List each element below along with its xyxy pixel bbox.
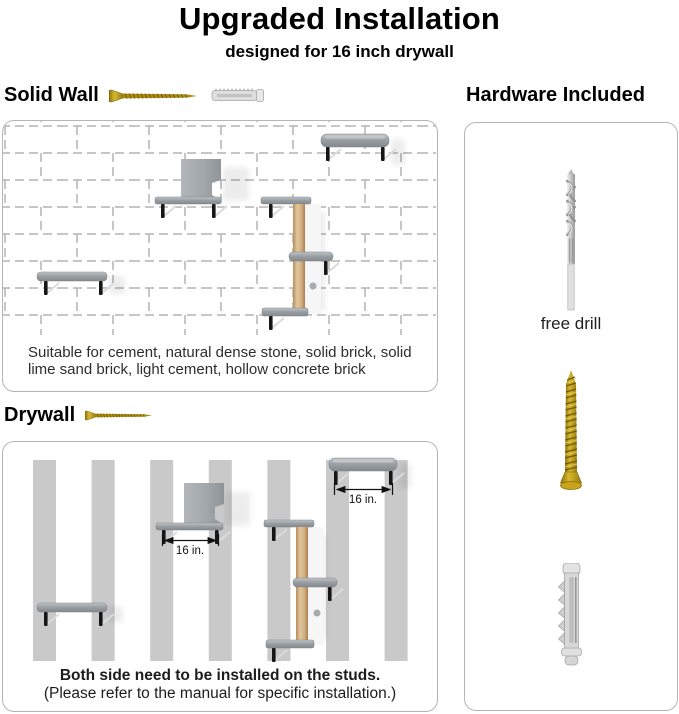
hardware-heading: Hardware Included [466,84,645,106]
page-subtitle: designed for 16 inch drywall [225,42,454,61]
solid-wall-note-line1: Suitable for cement, natural dense stone, solid brick, solid [28,344,412,361]
solid-wall-note-line2: lime sand brick, light cement, hollow concrete brick [28,361,366,378]
hardware-panel [464,122,678,711]
solid-wall-heading: Solid Wall [4,84,99,106]
wall-anchor-icon [557,563,585,667]
wall-anchor-icon [211,87,265,104]
hardware-header [466,84,645,107]
dimension-label: 16 in. [348,494,378,506]
page-title: Upgraded Installation [178,1,501,36]
solid-wall-note [28,344,426,378]
drywall-note-bold: Both side need to be installed on the studs. [59,667,381,684]
drywall-note [3,667,437,703]
solid-wall-panel [2,120,438,392]
drill-bit-icon [561,169,581,311]
drywall-panel [2,441,438,712]
drywall-header [4,404,155,427]
drill-label: free drill [540,314,602,333]
brick-wall [3,121,436,335]
solid-wall-header [4,84,265,107]
screw-icon [85,409,155,422]
screw-icon [559,370,583,494]
dimension-label: 16 in. [175,545,205,557]
screw-icon [109,89,201,103]
drywall-heading: Drywall [4,404,76,426]
drywall-note-paren: (Please refer to the manual for specific installation.) [43,685,397,702]
